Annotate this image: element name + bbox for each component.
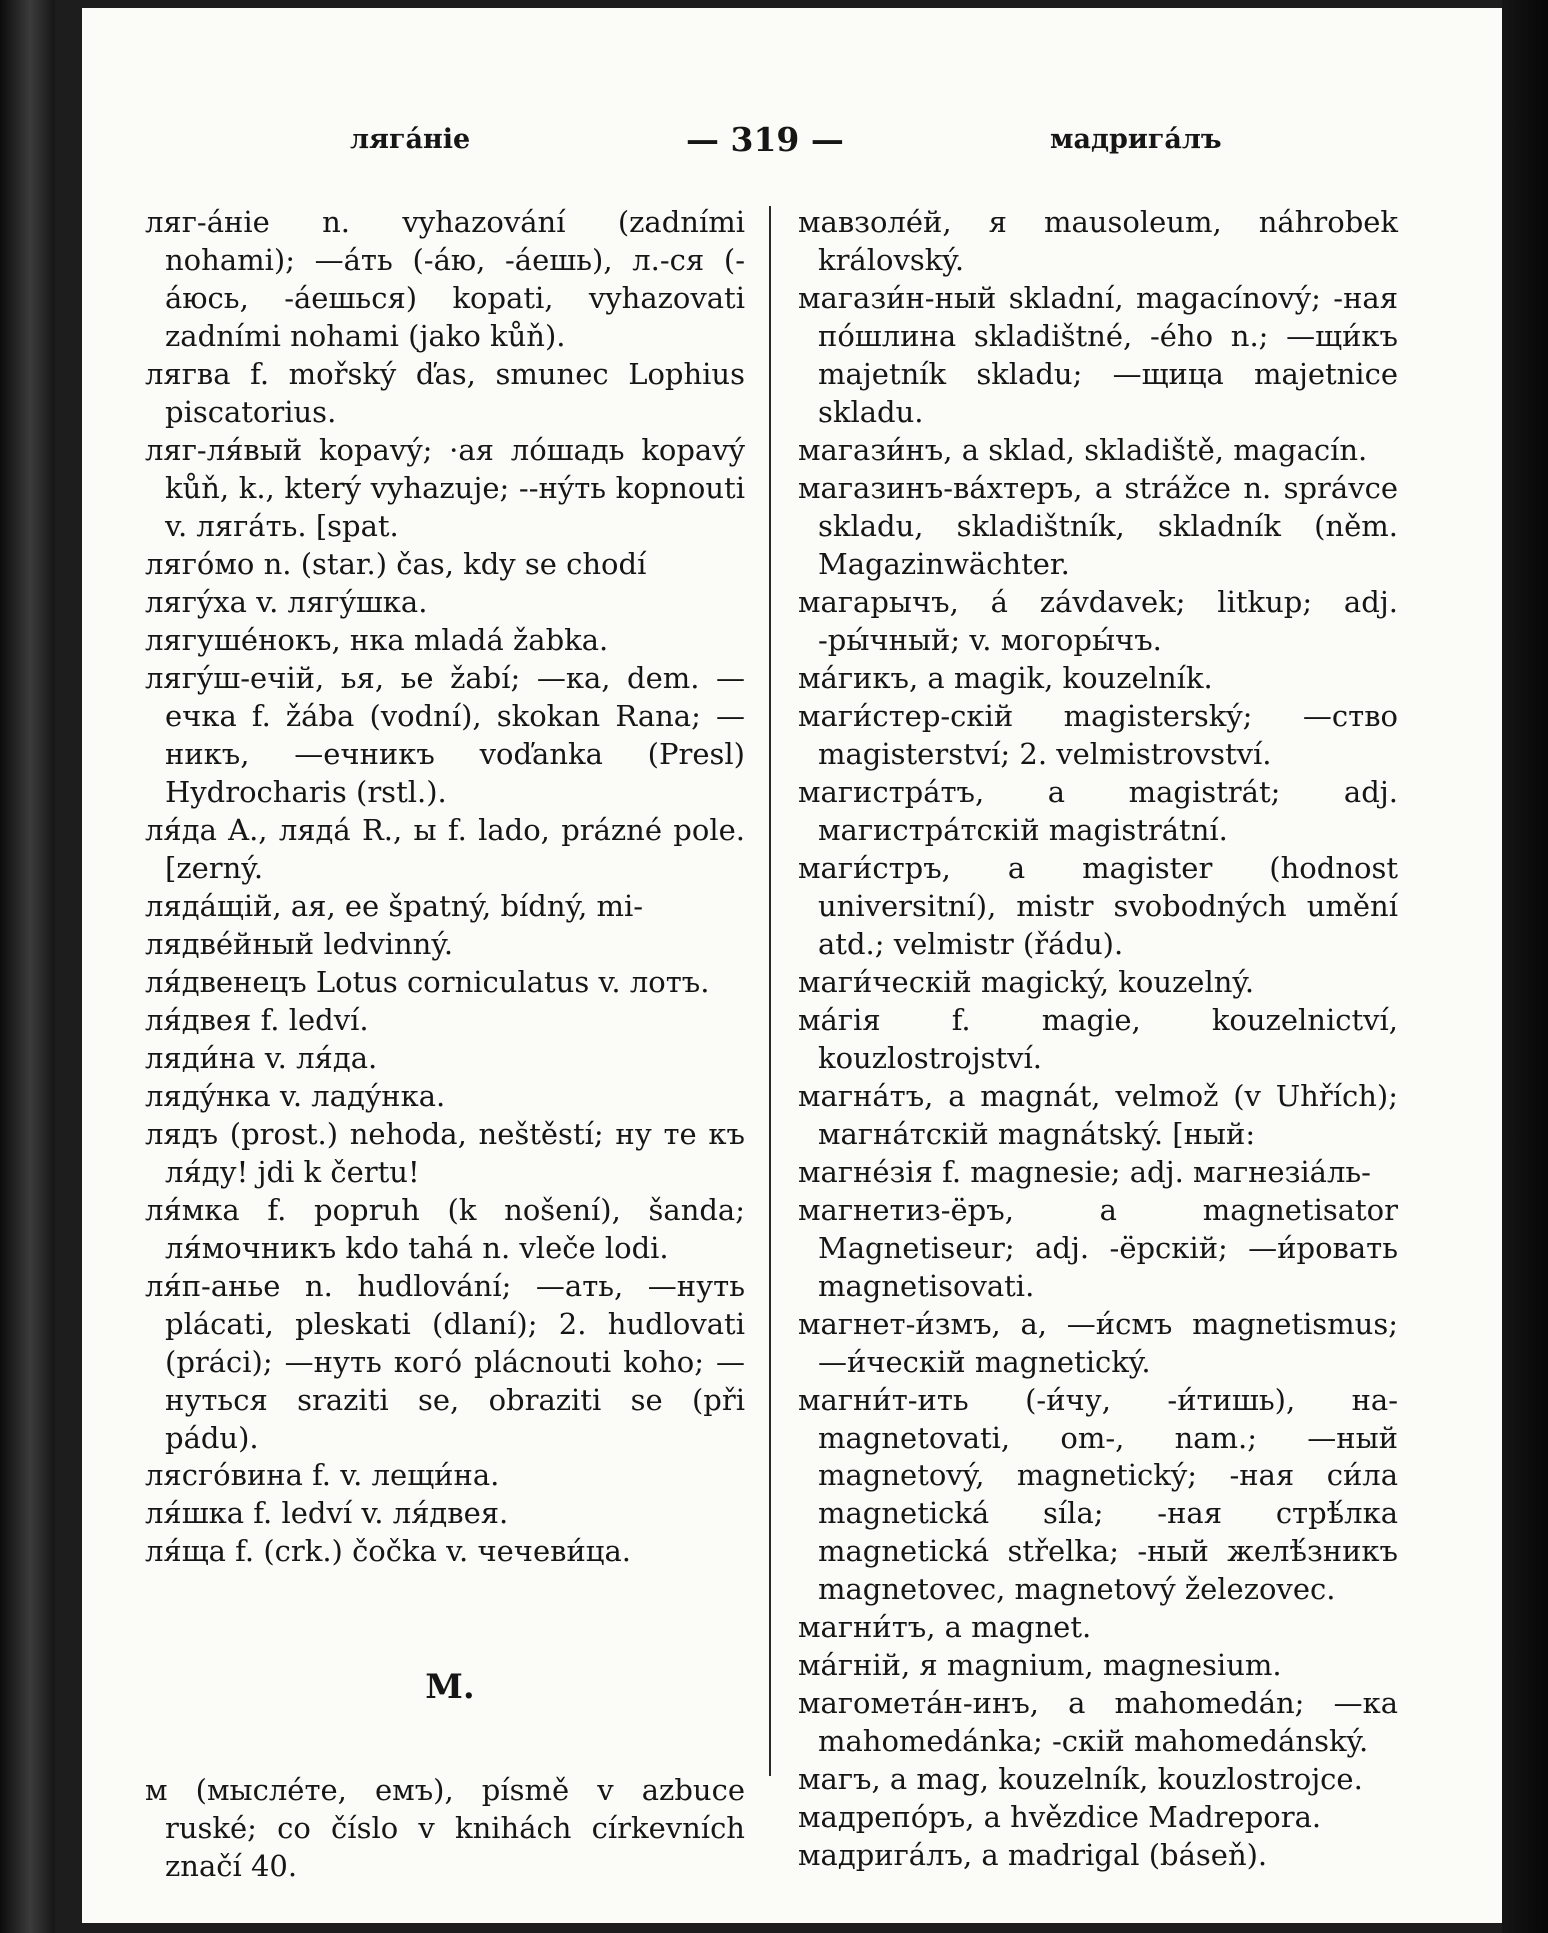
dictionary-entry: ля́п-анье n. hudlování; —ать, —нуть plácati, pleskati (dlaní); 2. hudlovati (práci); —нуть когó plácnouti koho; —нуться sraziti se, obraziti se (při pádu). — [145, 1268, 745, 1455]
dictionary-entry: лясгóвина f. v. лещи́на. — [145, 1458, 500, 1493]
header-last-word: мадригáлъ — [1050, 124, 1222, 155]
dictionary-entry: магнетиз-ёръ, a magnetisator Magnetiseur; adj. -ёрскій; —и́ровать magnetisovati. — [798, 1192, 1398, 1303]
dictionary-entry: магистрáтъ, a magistrát; adj. магистрáтскій magistrátní. — [798, 774, 1398, 847]
dictionary-entry: мадригáлъ, a madrigal (báseň). — [798, 1838, 1268, 1873]
dictionary-entry: мáгній, я magnium, magnesium. — [798, 1648, 1282, 1683]
header-first-word: лягáніе — [350, 124, 471, 155]
dictionary-entry: мáгикъ, a magik, kouzelník. — [798, 660, 1213, 695]
section-spacer — [145, 1571, 745, 1665]
dictionary-entry: магнáтъ, a magnát, velmož (v Uhřích); магнáтскій magnátský. [ный: — [798, 1078, 1398, 1151]
dictionary-entry: магни́тъ, a magnet. — [798, 1610, 1092, 1645]
dictionary-entry: ля́ща f. (crk.) čočka v. чечеви́ца. — [145, 1534, 631, 1569]
dictionary-entry: мадрепóръ, a hvězdice Madrepora. — [798, 1800, 1322, 1835]
dictionary-entry: магъ, a mag, kouzelník, kouzlostrojce. — [798, 1762, 1363, 1797]
dictionary-entry: магази́н-ный skladní, magacínový; -ная пóшлина skladištné, -ého n.; —щи́къ majetník skladu; —щица majetnice skladu. — [798, 280, 1398, 429]
dictionary-entry: маги́стер-скій magisterský; —ство magisterství; 2. velmistrovství. — [798, 698, 1398, 771]
dictionary-entry: магни́т-ить (-и́чу, -и́тишь), на- magnetovati, om-, nam.; —ный magnetový, magnetický; -ная си́ла magnetická síla; -ная стрѣ́лка magnetická střelka; -ный желѣ́зникъ magnetovec, magnetový železovec. — [798, 1382, 1398, 1607]
dictionary-entry: лягóмо n. (star.) čas, kdy se chodí — [145, 546, 647, 581]
dictionary-entry: маги́стръ, a magister (hodnost universitní), mistr svobodných umění atd.; velmistr (řádu). — [798, 850, 1398, 961]
dictionary-entry: ляди́на v. ля́да. — [145, 1040, 378, 1075]
dictionary-entry: лягýха v. лягýшка. — [145, 584, 428, 619]
book-spine-shadow — [0, 0, 55, 1933]
dictionary-entry: магнет-и́змъ, a, —и́смъ magnetismus; —и́ческій magnetický. — [798, 1306, 1398, 1379]
dictionary-entry: ляг-ля́вый kopavý; ·ая лóшадь kopavý kůň, k., který vyhazuje; --нýть kopnouti v. лягáть. [spat. — [145, 432, 745, 543]
dictionary-entry: магометáн-инъ, a mahomedán; —ка mahomedánka; -скій mahomedánský. — [798, 1686, 1398, 1759]
dictionary-entry: магнéзія f. magnesie; adj. магнезіáль- — [798, 1154, 1371, 1189]
dictionary-entry: магарычъ, á závdavek; litkup; adj. -ры́чный; v. могоры́чъ. — [798, 584, 1398, 657]
dictionary-entry: ляг-áніе n. vyhazování (zadními nohami); —áть (-áю, -áешь), л.-ся (-áюсь, -áешься) kopati, vyhazovati zadními nohami (jako kůň). — [145, 205, 745, 353]
dictionary-entry: мáгія f. magie, kouzelnictví, kouzlostrojství. — [798, 1002, 1398, 1075]
dictionary-entry: мавзолéй, я mausoleum, náhrobek královský. — [798, 205, 1398, 277]
right-column — [798, 204, 1398, 1875]
section-heading: M. — [425, 1667, 475, 1708]
left-column — [145, 204, 745, 1886]
dictionary-entry: лягушéнокъ, нка mladá žabka. — [145, 622, 609, 657]
column-divider — [769, 206, 771, 1776]
dictionary-entry: ля́шка f. ledví v. ля́двея. — [145, 1496, 509, 1531]
page-edge-shadow — [1502, 0, 1548, 1933]
dictionary-entry: лягва f. mořský ďas, smunec Lophius piscatorius. — [145, 356, 745, 429]
dictionary-entry: ля́да A., лядá R., ы f. lado, prázné pole. [zerný. — [145, 812, 745, 885]
dictionary-entry: ля́двея f. ledví. — [145, 1002, 369, 1037]
dictionary-entry: лядвéйный ledvinný. — [145, 926, 454, 961]
dictionary-entry: лядýнка v. ладýнка. — [145, 1078, 446, 1113]
page-number: — 319 — — [686, 120, 844, 159]
dictionary-entry: лягýш-ечій, ья, ье žabí; —ка, dem. —ечка f. žába (vodní), skokan Rana; —никъ, —ечникъ voďanka (Presl) Hydrocharis (rstl.). — [145, 660, 745, 809]
dictionary-entry: маги́ческій magický, kouzelný. — [798, 964, 1255, 999]
running-header — [82, 120, 1502, 168]
dictionary-entry: ля́мка f. popruh (k nošení), šanda; ля́мочникъ kdo tahá n. vleče lodi. — [145, 1192, 745, 1265]
dictionary-entry: м (мыслéте, емъ), písmě v azbuce ruské; co číslo v knihách církevních značí 40. — [145, 1772, 745, 1883]
dictionary-entry: лядáщій, ая, ее špatný, bídný, mi- — [145, 888, 644, 923]
dictionary-entry: лядъ (prost.) nehoda, neštěstí; ну те къ ля́ду! jdi k čertu! — [145, 1116, 745, 1189]
dictionary-entry: магази́нъ, a sklad, skladiště, magacín. — [798, 432, 1368, 467]
dictionary-entry: ля́двенецъ Lotus corniculatus v. лотъ. — [145, 964, 710, 999]
dictionary-entry: магазинъ-вáхтеръ, a strážce n. správce skladu, skladištník, skladník (něm. Magazinwächter. — [798, 470, 1398, 581]
